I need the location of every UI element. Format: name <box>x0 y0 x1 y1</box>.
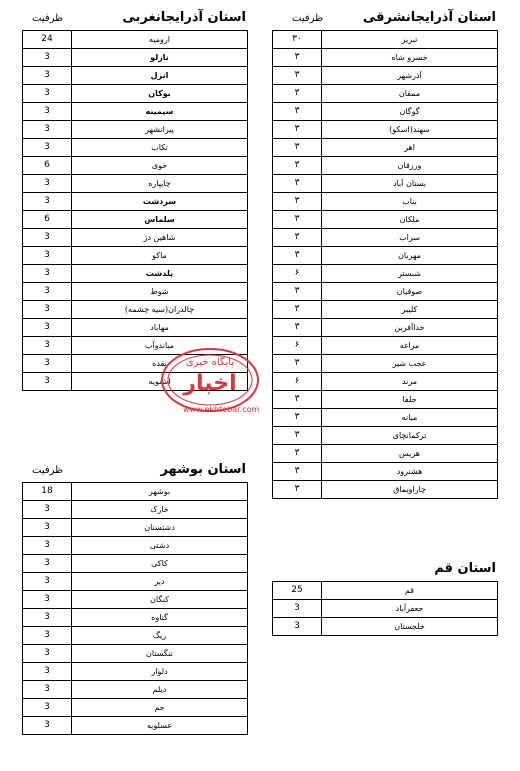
table-row <box>23 717 248 735</box>
qom-table <box>272 581 498 636</box>
city-cell: مراغه <box>322 337 498 355</box>
capacity-cell: ۳ <box>273 283 322 301</box>
city-cell: هریس <box>322 445 498 463</box>
capacity-cell: ۳ <box>273 319 322 337</box>
table-row <box>23 519 248 537</box>
city-cell: مهربان <box>322 247 498 265</box>
city-cell: شوط <box>72 283 248 301</box>
city-cell: خلجستان <box>322 618 498 636</box>
city-cell: دشتستان <box>72 519 248 537</box>
table-row <box>23 555 248 573</box>
table-row <box>23 31 248 49</box>
table-row <box>273 247 498 265</box>
capacity-cell: 3 <box>23 681 72 699</box>
table-row <box>273 103 498 121</box>
city-cell: چاراویماق <box>322 481 498 499</box>
city-cell: ممقان <box>322 85 498 103</box>
city-cell: دشتی <box>72 537 248 555</box>
city-cell: بناب <box>322 193 498 211</box>
capacity-cell: 6 <box>23 211 72 229</box>
city-cell: گوگان <box>322 103 498 121</box>
city-cell: انزل <box>72 67 248 85</box>
city-cell: دیلم <box>72 681 248 699</box>
capacity-cell: 3 <box>23 139 72 157</box>
city-cell: ورزقان <box>322 157 498 175</box>
city-cell: هشترود <box>322 463 498 481</box>
city-cell: نازلو <box>72 49 248 67</box>
capacity-cell: 3 <box>23 265 72 283</box>
table-row <box>23 319 248 337</box>
table-row <box>23 103 248 121</box>
capacity-cell: ۳ <box>273 157 322 175</box>
table-row <box>23 139 248 157</box>
bushehr-panel <box>22 458 248 735</box>
table-row <box>23 591 248 609</box>
capacity-cell: 3 <box>23 573 72 591</box>
table-row <box>273 409 498 427</box>
city-cell: سیمینه <box>72 103 248 121</box>
capacity-cell: 3 <box>23 519 72 537</box>
bushehr-capacity-label: ظرفیت <box>32 465 64 476</box>
city-cell: قم <box>322 582 498 600</box>
table-row <box>23 483 248 501</box>
table-row <box>23 609 248 627</box>
capacity-cell: 3 <box>273 618 322 636</box>
table-row <box>23 49 248 67</box>
capacity-cell: 6 <box>23 157 72 175</box>
capacity-cell: 25 <box>273 582 322 600</box>
table-row <box>23 157 248 175</box>
city-cell: آذرشهر <box>322 67 498 85</box>
capacity-cell: 18 <box>23 483 72 501</box>
city-cell: سراب <box>322 229 498 247</box>
capacity-cell: 3 <box>23 355 72 373</box>
table-row <box>23 175 248 193</box>
capacity-cell: ۳ <box>273 355 322 373</box>
table-row <box>273 391 498 409</box>
city-cell: بستان آباد <box>322 175 498 193</box>
city-cell: میانه <box>322 409 498 427</box>
qom-title: استان قم <box>434 561 496 576</box>
east-azerbaijan-panel <box>272 6 498 499</box>
city-cell: دلوار <box>72 663 248 681</box>
qom-header <box>272 557 498 581</box>
city-cell: صوفیان <box>322 283 498 301</box>
city-cell: سهند(اسکو) <box>322 121 498 139</box>
capacity-cell: ۳ <box>273 139 322 157</box>
table-row <box>23 699 248 717</box>
table-row <box>273 481 498 499</box>
city-cell: کنگان <box>72 591 248 609</box>
table-row <box>273 301 498 319</box>
city-cell: چایپاره <box>72 175 248 193</box>
capacity-cell: 3 <box>273 600 322 618</box>
table-row <box>273 373 498 391</box>
capacity-cell: ۳ <box>273 229 322 247</box>
qom-panel <box>272 557 498 636</box>
table-row <box>273 600 498 618</box>
city-cell: عسلویه <box>72 717 248 735</box>
capacity-cell: 3 <box>23 121 72 139</box>
bushehr-title: استان بوشهر <box>160 462 246 477</box>
capacity-cell: ۳ <box>273 175 322 193</box>
table-row <box>23 663 248 681</box>
city-cell: کلیبر <box>322 301 498 319</box>
city-cell: خداآفرین <box>322 319 498 337</box>
capacity-cell: 3 <box>23 67 72 85</box>
capacity-cell: 3 <box>23 319 72 337</box>
capacity-cell: 3 <box>23 663 72 681</box>
table-row <box>273 139 498 157</box>
city-cell: تکاب <box>72 139 248 157</box>
capacity-cell: 3 <box>23 247 72 265</box>
capacity-cell: ۳ <box>273 463 322 481</box>
city-cell: مرند <box>322 373 498 391</box>
city-cell: اهر <box>322 139 498 157</box>
capacity-cell: ۳ <box>273 481 322 499</box>
west-capacity-label: ظرفیت <box>32 13 64 24</box>
city-cell: مهاباد <box>72 319 248 337</box>
city-cell: بوشهر <box>72 483 248 501</box>
capacity-cell: ۳ <box>273 121 322 139</box>
city-cell: سردشت <box>72 193 248 211</box>
capacity-cell: 3 <box>23 501 72 519</box>
west-azerbaijan-table <box>22 30 248 391</box>
table-row <box>273 582 498 600</box>
capacity-cell: ۳ <box>273 247 322 265</box>
capacity-cell: ۶ <box>273 373 322 391</box>
table-row <box>23 501 248 519</box>
table-row <box>23 193 248 211</box>
capacity-cell: 3 <box>23 193 72 211</box>
capacity-cell: ۳ <box>273 409 322 427</box>
city-cell: خوی <box>72 157 248 175</box>
east-azerbaijan-title: استان آذرایجانشرقی <box>362 10 496 25</box>
bushehr-table <box>22 482 248 735</box>
table-row <box>23 121 248 139</box>
bushehr-header <box>22 458 248 482</box>
capacity-cell: 3 <box>23 301 72 319</box>
capacity-cell: 3 <box>23 645 72 663</box>
table-row <box>273 157 498 175</box>
table-row <box>273 355 498 373</box>
city-cell: پیرانشهر <box>72 121 248 139</box>
table-row <box>273 618 498 636</box>
table-row <box>273 85 498 103</box>
table-row <box>23 301 248 319</box>
east-capacity-label: ظرفیت <box>292 13 324 24</box>
capacity-cell: 3 <box>23 103 72 121</box>
table-row <box>273 337 498 355</box>
west-azerbaijan-panel <box>22 6 248 391</box>
city-cell: گناوه <box>72 609 248 627</box>
table-row <box>23 247 248 265</box>
stamp-main-text: اخبار <box>183 371 237 396</box>
west-azerbaijan-header <box>22 6 248 30</box>
table-row <box>273 193 498 211</box>
table-row <box>23 537 248 555</box>
table-row <box>23 265 248 283</box>
city-cell: دیر <box>72 573 248 591</box>
city-cell: تبریز <box>322 31 498 49</box>
table-row <box>273 265 498 283</box>
city-cell: شاهین دژ <box>72 229 248 247</box>
table-row <box>273 121 498 139</box>
east-azerbaijan-header <box>272 6 498 30</box>
capacity-cell: 3 <box>23 627 72 645</box>
capacity-cell: ۳ <box>273 85 322 103</box>
city-cell: ماکو <box>72 247 248 265</box>
east-azerbaijan-table <box>272 30 498 499</box>
table-row <box>273 67 498 85</box>
city-cell: پلدشت <box>72 265 248 283</box>
city-cell: جلفا <box>322 391 498 409</box>
capacity-cell: 3 <box>23 85 72 103</box>
table-row <box>273 463 498 481</box>
city-cell: ارومیه <box>72 31 248 49</box>
table-row <box>23 681 248 699</box>
capacity-cell: 24 <box>23 31 72 49</box>
city-cell: ترکمانچای <box>322 427 498 445</box>
city-cell: میاندوآب <box>72 337 248 355</box>
table-row <box>23 645 248 663</box>
table-row <box>23 627 248 645</box>
capacity-cell: 3 <box>23 555 72 573</box>
west-azerbaijan-title: استان آذرایجانغربی <box>122 10 246 25</box>
table-row <box>273 211 498 229</box>
city-cell: خسرو شاه <box>322 49 498 67</box>
capacity-cell: 3 <box>23 699 72 717</box>
city-cell: بوکان <box>72 85 248 103</box>
table-row <box>273 427 498 445</box>
capacity-cell: 3 <box>23 717 72 735</box>
city-cell: جعفرآباد <box>322 600 498 618</box>
capacity-cell: 3 <box>23 337 72 355</box>
capacity-cell: 3 <box>23 49 72 67</box>
capacity-cell: 3 <box>23 229 72 247</box>
table-row <box>273 283 498 301</box>
watermark-url: www.ekhtebar.com <box>183 405 260 414</box>
table-row <box>273 175 498 193</box>
city-cell: جم <box>72 699 248 717</box>
capacity-cell: ۳ <box>273 211 322 229</box>
city-cell: سلماس <box>72 211 248 229</box>
capacity-cell: ۳۰ <box>273 31 322 49</box>
table-row <box>273 445 498 463</box>
capacity-cell: 3 <box>23 283 72 301</box>
capacity-cell: ۳ <box>273 49 322 67</box>
capacity-cell: 3 <box>23 373 72 391</box>
capacity-cell: ۳ <box>273 103 322 121</box>
table-row <box>273 319 498 337</box>
table-row <box>273 31 498 49</box>
table-row <box>23 573 248 591</box>
capacity-cell: 3 <box>23 609 72 627</box>
stamp-top-text: پایگاه خبری <box>185 357 235 368</box>
table-row <box>23 211 248 229</box>
capacity-cell: 3 <box>23 175 72 193</box>
city-cell: عجب شیر <box>322 355 498 373</box>
capacity-cell: ۶ <box>273 265 322 283</box>
city-cell: خارک <box>72 501 248 519</box>
table-row <box>23 85 248 103</box>
city-cell: نقده <box>72 355 248 373</box>
capacity-cell: ۶ <box>273 337 322 355</box>
table-row <box>273 49 498 67</box>
city-cell: ملکان <box>322 211 498 229</box>
city-cell: ریگ <box>72 627 248 645</box>
city-cell: تنگستان <box>72 645 248 663</box>
capacity-cell: ۳ <box>273 445 322 463</box>
table-row <box>23 229 248 247</box>
capacity-cell: 3 <box>23 537 72 555</box>
city-cell: شبستر <box>322 265 498 283</box>
table-row <box>23 67 248 85</box>
capacity-cell: ۳ <box>273 391 322 409</box>
capacity-cell: ۳ <box>273 193 322 211</box>
capacity-cell: 3 <box>23 591 72 609</box>
table-row <box>273 229 498 247</box>
capacity-cell: ۳ <box>273 301 322 319</box>
capacity-cell: ۳ <box>273 67 322 85</box>
city-cell: کاکی <box>72 555 248 573</box>
city-cell: اشنویه <box>72 373 248 391</box>
table-row <box>23 283 248 301</box>
city-cell: چالدران(سیه چشمه) <box>72 301 248 319</box>
capacity-cell: ۳ <box>273 427 322 445</box>
